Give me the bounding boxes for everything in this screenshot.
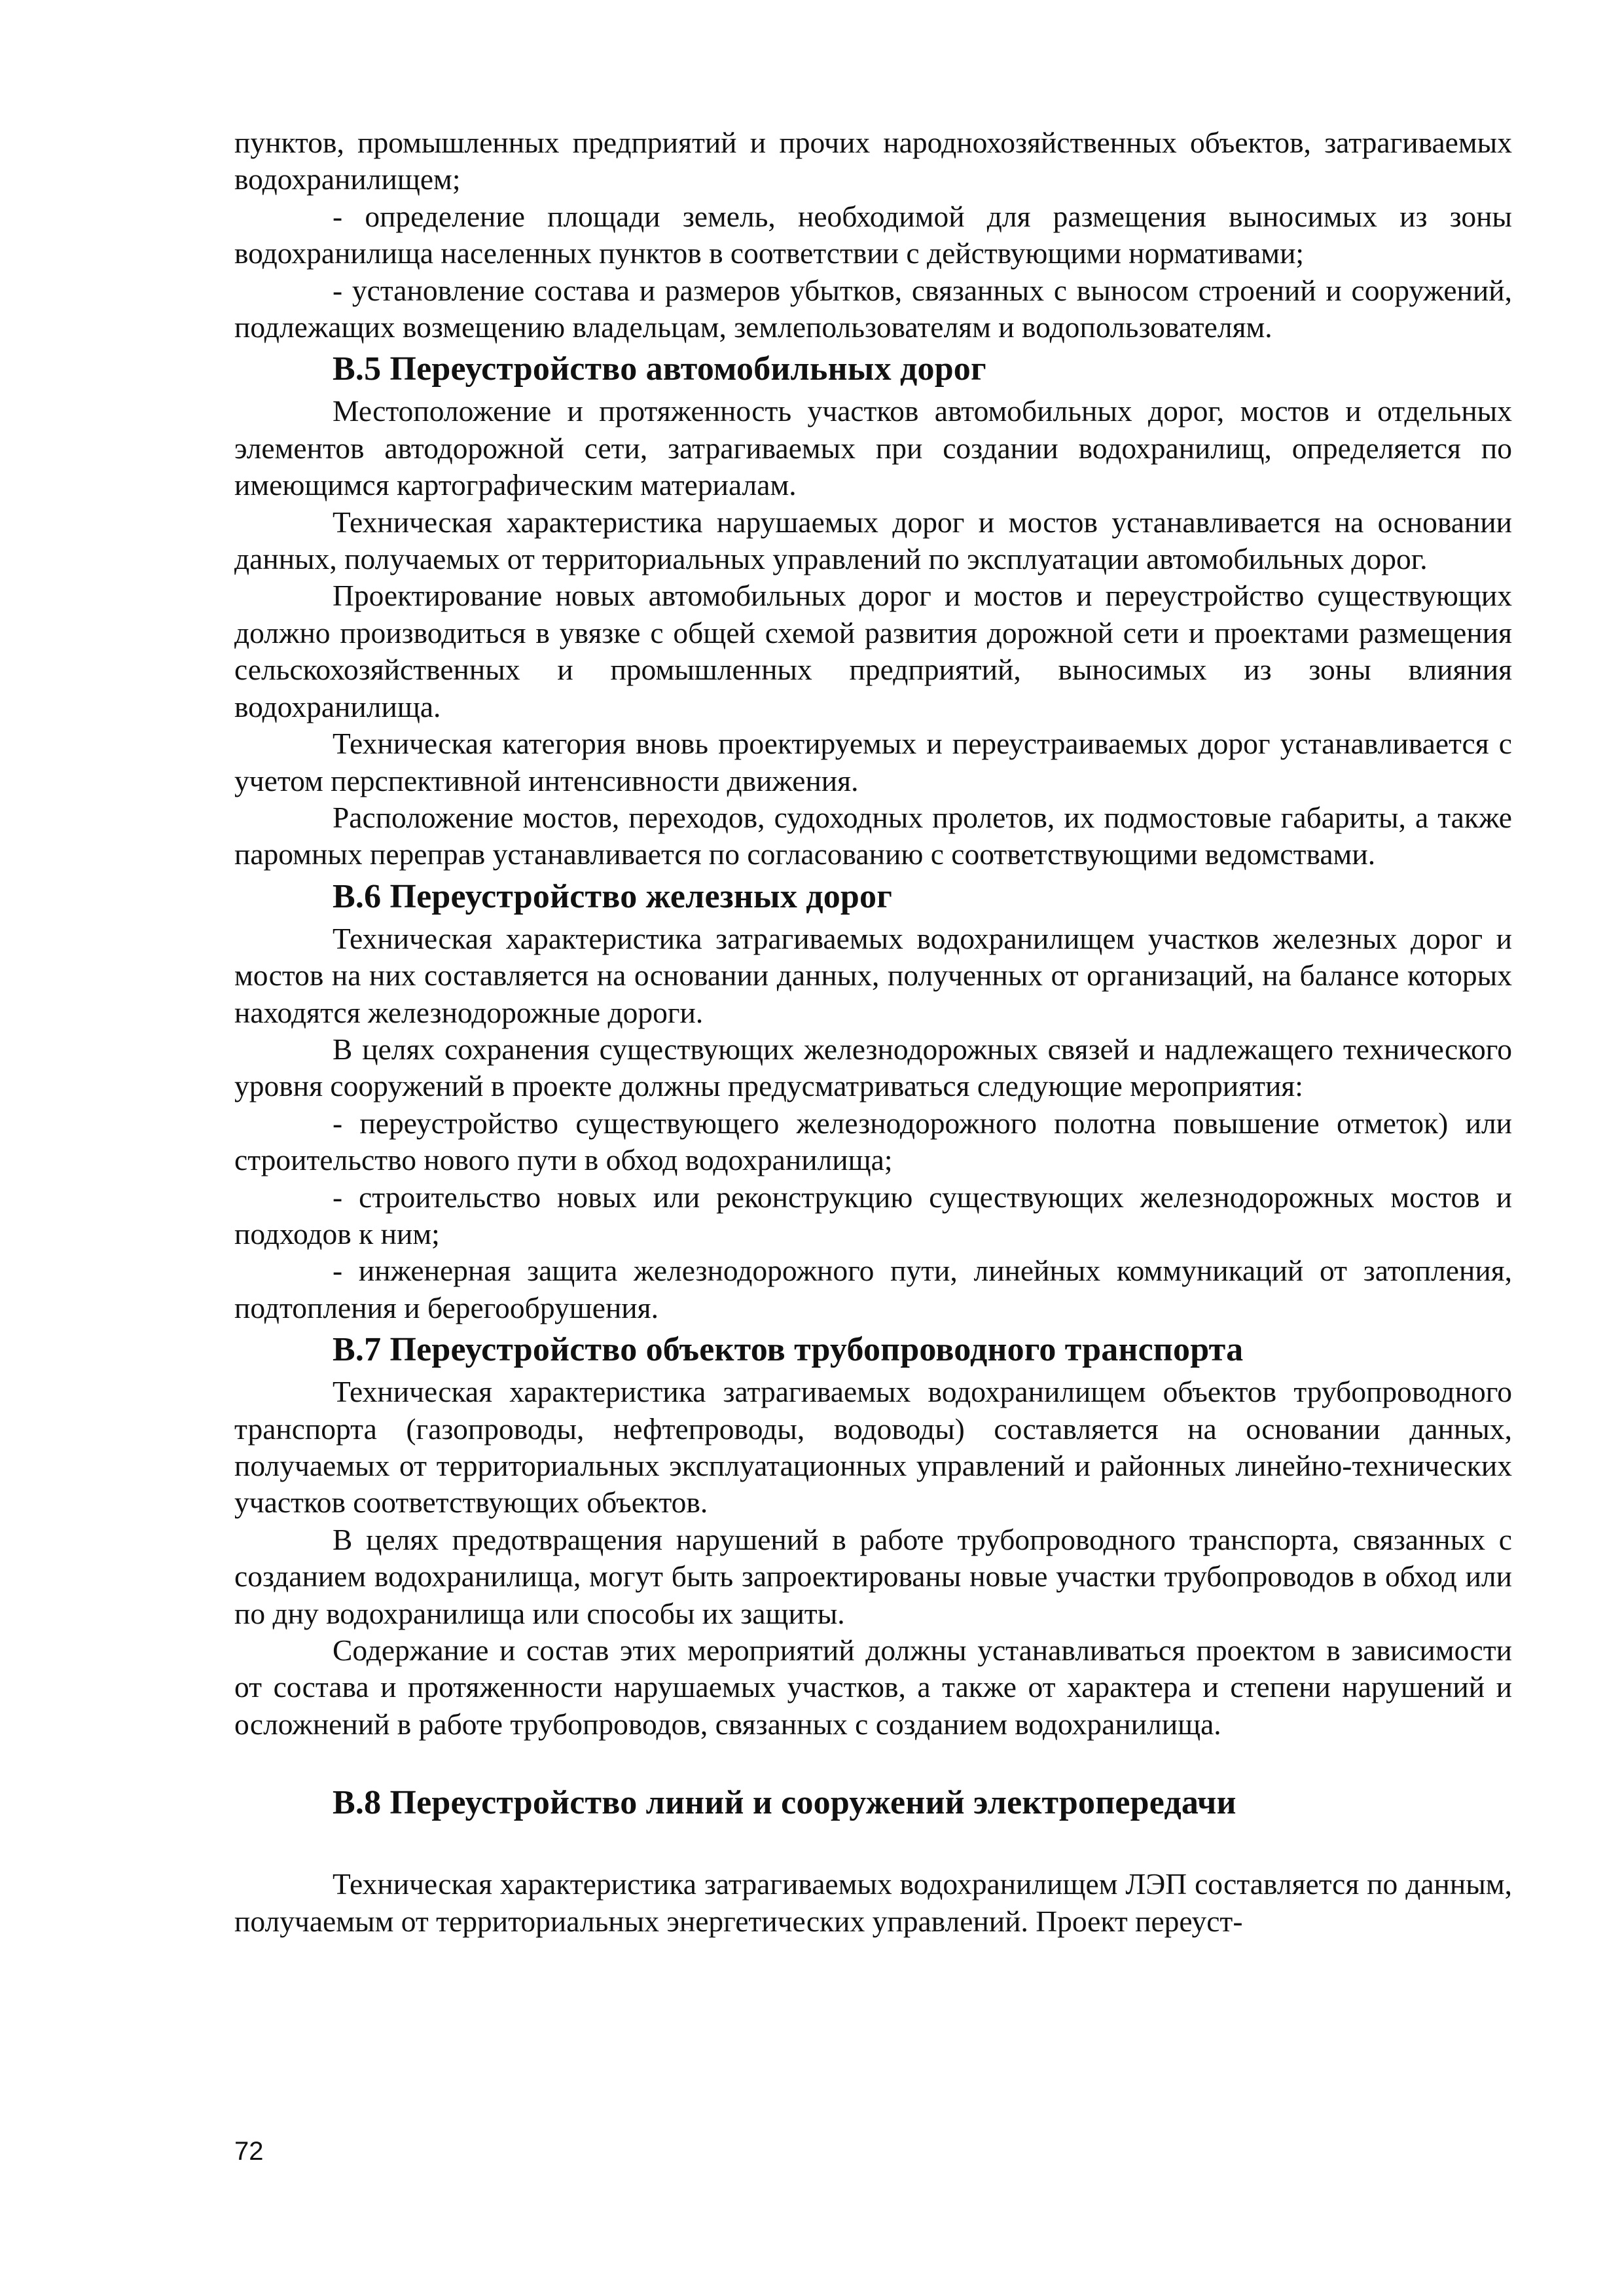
section-heading-b6: В.6 Переустройство железных дорог [333, 877, 893, 915]
list-item: - переустройство существующего железнодорожного полотна повышение отметок) или строительство нового пути в обход водохранилища; [234, 1106, 1512, 1177]
paragraph: Содержание и состав этих мероприятий должны устанавливаться проектом в зависимости от состава и протяженности нарушаемых участков, а также от характера и степени нарушений и осложнений в работе трубопроводов, связанных с созданием водохранилища. [234, 1633, 1512, 1741]
paragraph: Техническая характеристика затрагиваемых водохранилищем участков железных дорог и мостов на них составляется на основании данных, полученных от организаций, на балансе которых находятся железнодорожные дороги. [234, 921, 1512, 1029]
paragraph: Техническая характеристика нарушаемых дорог и мостов устанавливается на основании данных, получаемых от территориальных управлений по эксплуатации автомобильных дорог. [234, 505, 1512, 576]
paragraph: Проектирование новых автомобильных дорог и мостов и переустройство существующих должно производиться в увязке с общей схемой развития дорожной сети и проектами размещения сельскохозяйственных и промышленных предприятий, выносимых из зоны влияния водохранилища. [234, 579, 1512, 723]
paragraph: Техническая характеристика затрагиваемых водохранилищем ЛЭП составляется по данным, получаемым от территориальных энергетических управлений. Проект переуст- [234, 1867, 1512, 1938]
section-heading-b7: В.7 Переустройство объектов трубопроводного транспорта [333, 1331, 1244, 1369]
paragraph: В целях предотвращения нарушений в работе трубопроводного транспорта, связанных с созданием водохранилища, могут быть запроектированы новые участки трубопроводов в обход или по дну водохранилища или способы их защиты. [234, 1522, 1512, 1630]
section-heading-b5: В.5 Переустройство автомобильных дорог [333, 350, 986, 388]
document-page [234, 124, 1512, 1940]
list-item: - определение площади земель, необходимой для размещения выносимых из зоны водохранилища населенных пунктов в соответствии с действующими нормативами; [234, 199, 1512, 270]
paragraph: Техническая категория вновь проектируемых и переустраиваемых дорог устанавливается с учетом перспективной интенсивности движения. [234, 727, 1512, 797]
list-item: - инженерная защита железнодорожного пути, линейных коммуникаций от затопления, подтопления и берегообрушения. [234, 1254, 1512, 1324]
page-number: 72 [234, 2137, 264, 2166]
paragraph: Техническая характеристика затрагиваемых водохранилищем объектов трубопроводного транспорта (газопроводы, нефтепроводы, водоводы) составляется на основании данных, получаемых от территориальных эксплуатационных управлений и районных линейно-технических участков соответствующих объектов. [234, 1375, 1512, 1520]
list-item: - строительство новых или реконструкцию существующих железнодорожных мостов и подходов к ним; [234, 1180, 1512, 1250]
list-item: - установление состава и размеров убытков, связанных с выносом строений и сооружений, подлежащих возмещению владельцам, землепользователям и водопользователям. [234, 273, 1512, 344]
paragraph: Расположение мостов, переходов, судоходных пролетов, их подмостовые габариты, а также паромных переправ устанавливается по согласованию с соответствующими ведомствами. [234, 800, 1512, 871]
section-heading-b8: В.8 Переустройство линий и сооружений электропередачи [333, 1784, 1236, 1822]
paragraph: В целях сохранения существующих железнодорожных связей и надлежащего технического уровня сооружений в проекте должны предусматриваться следующие мероприятия: [234, 1032, 1512, 1103]
paragraph: Местоположение и протяженность участков автомобильных дорог, мостов и отдельных элементов автодорожной сети, затрагиваемых при создании водохранилищ, определяется по имеющимся картографическим материалам. [234, 394, 1512, 502]
paragraph: пунктов, промышленных предприятий и прочих народнохозяйственных объектов, затрагиваемых водохранилищем; [234, 126, 1512, 196]
